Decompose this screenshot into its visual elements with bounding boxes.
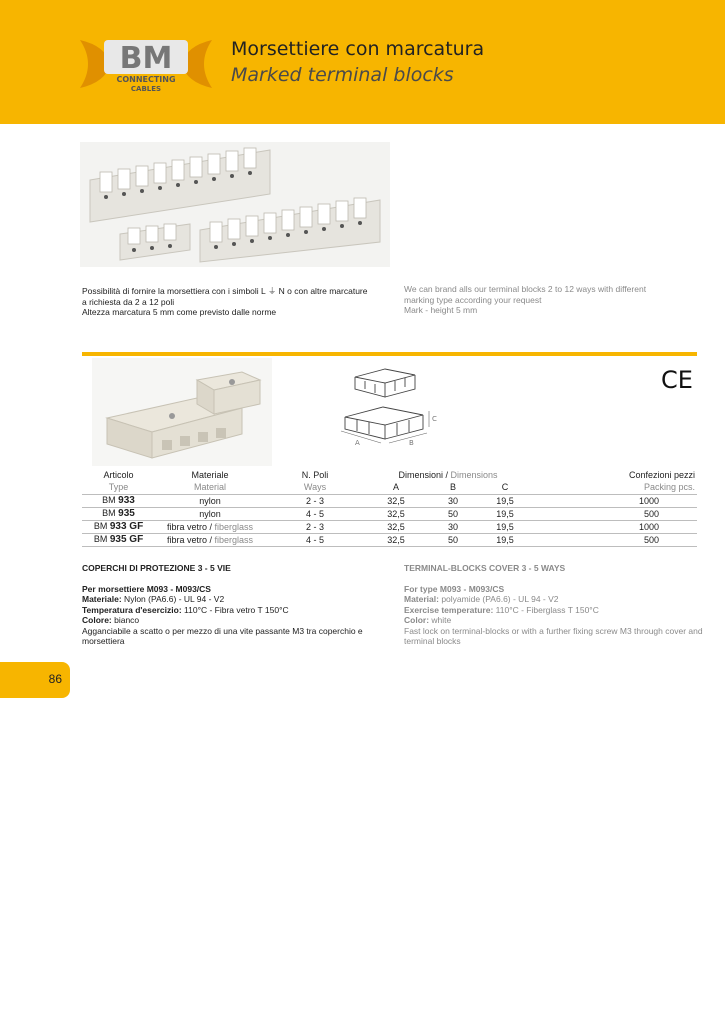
table-header-row: Articolo Materiale N. Poli Dimensioni / Dimensions Confezioni pezzi	[103, 470, 695, 480]
table-row: BM 933 GF fibra vetro / fiberglass 2 - 3 32,5 30 19,5 1000	[82, 520, 697, 533]
section-divider	[82, 352, 697, 356]
svg-text:CE: CE	[661, 366, 693, 394]
terminal-blocks-photo	[80, 142, 390, 267]
section-heading: COPERCHI DI PROTEZIONE 3 - 5 VIE	[82, 563, 231, 573]
description-italian: Possibilità di fornire la morsettiera con i simboli L ⏚ N o con altre marcature a richiesta da 2 a 12 poli Altezza marcatura 5 mm come previsto dalle norme	[82, 286, 368, 317]
page-number-tab	[0, 662, 70, 698]
cover-info-italian: COPERCHI DI PROTEZIONE 3 - 5 VIE Per morsettiere M093 - M093/CS Materiale: Nylon (PA6.6) - UL 94 - V2 Temperatura d'esercizio: 110°C - Fibra vetro T 150°C Colore: bianco Agganciabile a scatto o per mezzo di una vite passante M3 tra coperchio e morsettiera	[82, 563, 382, 647]
cover-info-english: TERMINAL-BLOCKS COVER 3 - 5 WAYS For type M093 - M093/CS Material: polyamide (PA6.6) - UL 94 - V2 Exercise temperature: 110°C - Fiberglass T 150°C Color: white Fast lock on terminal-blocks or with a further fixing screw M3 through cover and terminal blocks	[404, 563, 703, 646]
table-row: BM 935 nylon 4 - 5 32,5 50 19,5 500	[82, 507, 697, 520]
svg-text:CONNECTING: CONNECTING	[116, 75, 176, 84]
table-subheader-row: Type Material Ways A B C Packing pcs.	[82, 481, 697, 494]
description-english: We can brand alls our terminal blocks 2 to 12 ways with different marking type according your request Mark - height 5 mm	[404, 284, 647, 315]
svg-text:B: B	[409, 439, 414, 447]
page-subtitle: Marked terminal blocks	[231, 64, 454, 86]
table-row: BM 933 nylon 2 - 3 32,5 30 19,5 1000	[82, 494, 697, 507]
svg-text:C: C	[432, 415, 437, 423]
dimension-drawing	[335, 363, 450, 449]
page-title: Morsettiere con marcatura	[231, 38, 485, 60]
header-band	[0, 0, 725, 124]
bm-logo	[76, 34, 216, 94]
svg-text:BM: BM	[119, 41, 173, 76]
svg-text:CABLES: CABLES	[130, 85, 162, 93]
table-row: BM 935 GF fibra vetro / fiberglass 4 - 5 32,5 50 19,5 500	[82, 533, 697, 546]
section-heading: TERMINAL-BLOCKS COVER 3 - 5 WAYS	[404, 563, 566, 573]
covered-terminal-blocks-photo	[92, 358, 272, 466]
page-number: 86	[48, 672, 62, 686]
svg-text:A: A	[355, 439, 360, 447]
ce-mark-icon	[659, 364, 699, 394]
product-table	[82, 469, 697, 547]
